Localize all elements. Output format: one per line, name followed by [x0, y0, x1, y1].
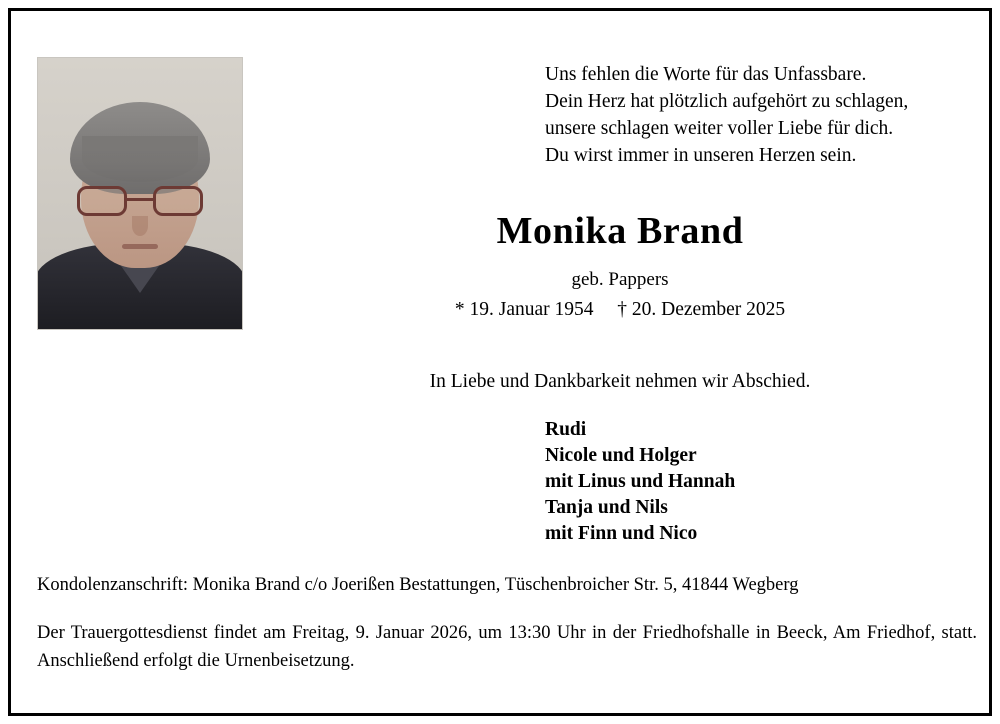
mourner-line: Nicole und Holger: [545, 445, 697, 466]
condolence-address: Kondolenzanschrift: Monika Brand c/o Joerißen Bestattungen, Tüschenbroicher Str. 5, 41844 Wegberg: [37, 575, 799, 595]
service-info: Der Trauergottesdienst findet am Freitag, 9. Januar 2026, um 13:30 Uhr in der Friedhofshalle in Beeck, Am Friedhof, statt. Anschließend erfolgt die Urnenbeisetzung.: [37, 623, 977, 671]
deceased-name: Monika Brand: [496, 210, 744, 252]
glasses-lens-right: [153, 186, 203, 216]
death-date: † 20. Dezember 2025: [617, 299, 786, 320]
portrait-hair: [70, 102, 210, 194]
glasses-bridge: [127, 198, 153, 201]
verse-line: Dein Herz hat plötzlich aufgehört zu schlagen,: [545, 91, 909, 112]
verse-line: Du wirst immer in unseren Herzen sein.: [545, 145, 857, 166]
glasses-lens-left: [77, 186, 127, 216]
birth-date: * 19. Januar 1954: [454, 299, 594, 320]
portrait-nose: [132, 216, 148, 236]
mourner-line: Tanja und Nils: [545, 497, 668, 518]
life-dates: [265, 299, 975, 321]
portrait-photo: [37, 57, 243, 330]
card-content: [11, 11, 989, 713]
farewell-text: In Liebe und Dankbarkeit nehmen wir Abschied.: [429, 371, 811, 392]
maiden-name: geb. Pappers: [571, 269, 669, 290]
portrait-image: [38, 58, 242, 329]
portrait-mouth: [122, 244, 158, 249]
verse-line: Uns fehlen die Worte für das Unfassbare.: [545, 64, 867, 85]
memorial-verse: [545, 61, 975, 169]
mourner-line: mit Finn und Nico: [545, 523, 698, 544]
mourner-line: Rudi: [545, 419, 587, 440]
mourners-list: [545, 417, 975, 547]
mourner-line: mit Linus und Hannah: [545, 471, 736, 492]
verse-line: unsere schlagen weiter voller Liebe für dich.: [545, 118, 894, 139]
portrait-glasses: [77, 186, 203, 216]
